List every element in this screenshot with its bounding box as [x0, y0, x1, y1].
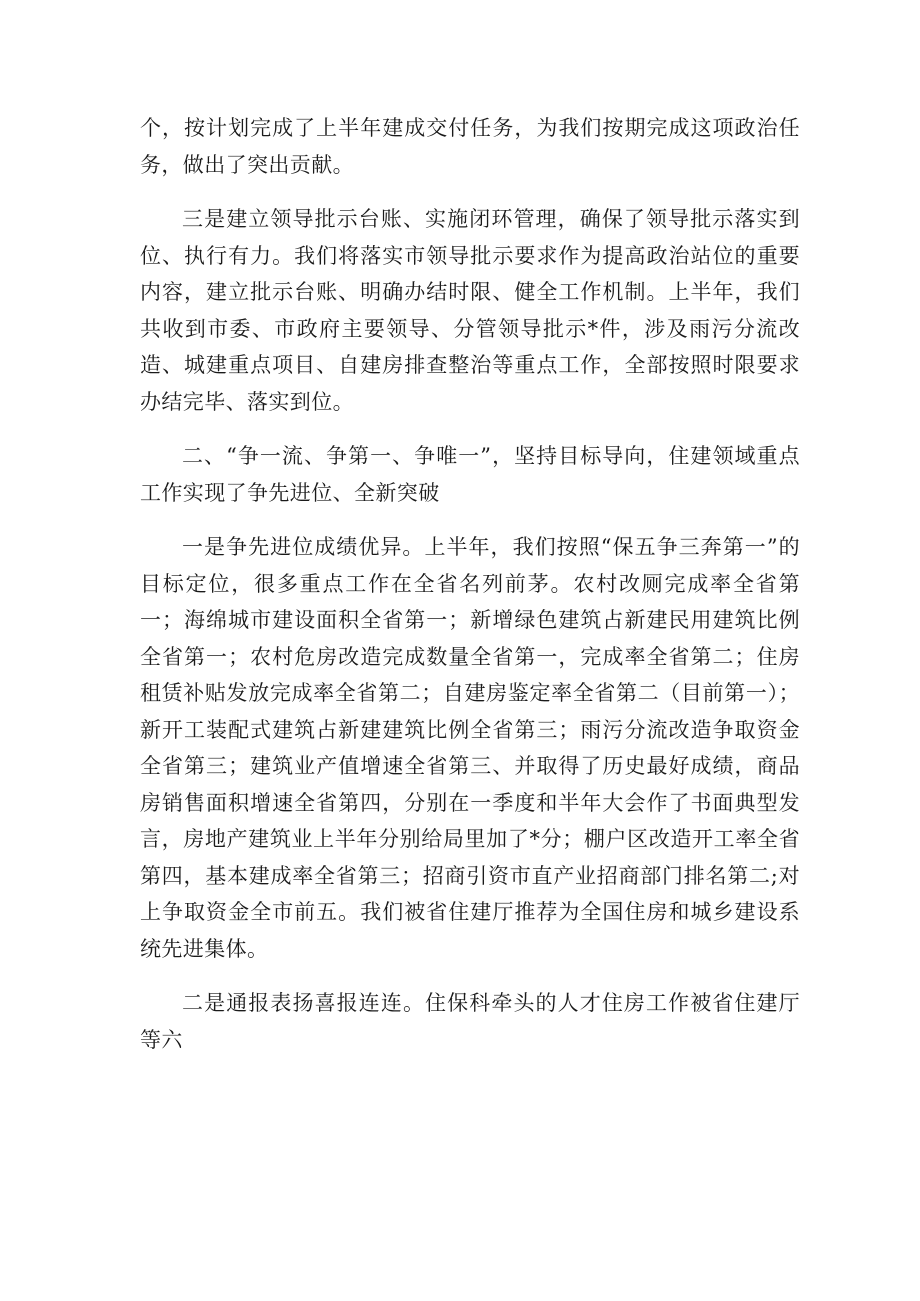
paragraph-rankings: 一是争先进位成绩优异。上半年，我们按照“保五争三奔第一”的目标定位，很多重点工作在全省名列前茅。农村改厕完成率全省第一；海绵城市建设面积全省第一；新增绿色建筑占新建民用建筑比例全省第一；农村危房改造完成数量全省第一，完成率全省第二；住房租赁补贴发放完成率全省第二；自建房鉴定率全省第二（目前第一）；新开工装配式建筑占新建建筑比例全省第三；雨污分流改造争取资金全省第三；建筑业产值增速全省第三、并取得了历史最好成绩，商品房销售面积增速全省第四，分别在一季度和半年大会作了书面典型发言，房地产建筑业上半年分别给局里加了*分；棚户区改造开工率全省第四，基本建成率全省第三；招商引资市直产业招商部门排名第二;对上争取资金全市前五。我们被省住建厅推荐为全国住房和城乡建设系统先进集体。 [140, 535, 800, 961]
paragraph-commendations: 二是通报表扬喜报连连。住保科牵头的人才住房工作被省住建厅等六 [140, 991, 800, 1052]
paragraph-leader-instructions: 三是建立领导批示台账、实施闭环管理，确保了领导批示落实到位、执行有力。我们将落实市领导批示要求作为提高政治站位的重要内容，建立批示台账、明确办结时限、健全工作机制。上半年，我们共收到市委、市政府主要领导、分管领导批示*件，涉及雨污分流改造、城建重点项目、自建房排查整治等重点工作，全部按照时限要求办结完毕、落实到位。 [140, 207, 800, 414]
section-heading-two: 二、“争一流、争第一、争唯一”，坚持目标导向，住建领域重点工作实现了争先进位、全新突破 [140, 444, 800, 505]
document-page [140, 110, 800, 1076]
paragraph-continuation: 个，按计划完成了上半年建成交付任务，为我们按期完成这项政治任务，做出了突出贡献。 [140, 116, 800, 177]
